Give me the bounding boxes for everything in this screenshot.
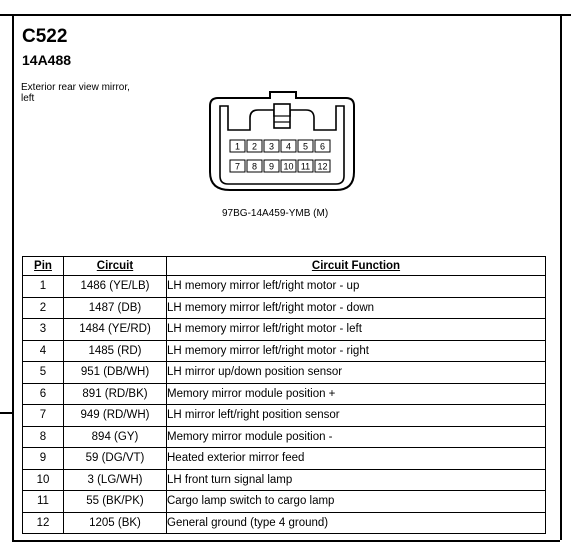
- pin-number-label: 2: [251, 141, 258, 152]
- table-row: [23, 383, 546, 405]
- table-row: [23, 340, 546, 362]
- pin-number-label: 11: [300, 161, 311, 172]
- circuit-cell: 1205 (BK): [64, 512, 167, 534]
- table-row: [23, 426, 546, 448]
- function-cell: LH front turn signal lamp: [167, 469, 546, 491]
- function-cell: General ground (type 4 ground): [167, 512, 546, 534]
- function-cell: Cargo lamp switch to cargo lamp: [167, 491, 546, 513]
- table-row: [23, 297, 546, 319]
- pin-number-label: 7: [234, 161, 241, 172]
- connector-description: Exterior rear view mirror, left: [21, 82, 130, 104]
- pin-cell: 7: [23, 405, 64, 427]
- circuit-cell: 1484 (YE/RD): [64, 319, 167, 341]
- function-cell: Heated exterior mirror feed: [167, 448, 546, 470]
- header-circuit-function: Circuit Function: [167, 257, 546, 276]
- pin-number-label: 3: [268, 141, 275, 152]
- pin-number-label: 10: [283, 161, 294, 172]
- pin-number-label: 8: [251, 161, 258, 172]
- pin-cell: 9: [23, 448, 64, 470]
- circuit-cell: 1486 (YE/LB): [64, 276, 167, 298]
- pin-cell: 6: [23, 383, 64, 405]
- table-row: [23, 362, 546, 384]
- pin-cell: 10: [23, 469, 64, 491]
- function-cell: LH memory mirror left/right motor - left: [167, 319, 546, 341]
- pin-cell: 12: [23, 512, 64, 534]
- function-cell: Memory mirror module position +: [167, 383, 546, 405]
- function-cell: LH memory mirror left/right motor - right: [167, 340, 546, 362]
- table-header-row: [23, 257, 546, 276]
- bottom-rule: [12, 540, 560, 542]
- connector-id: C522: [22, 26, 68, 47]
- circuit-cell: 1485 (RD): [64, 340, 167, 362]
- pin-row-bottom: [230, 160, 330, 172]
- pin-number-label: 1: [234, 141, 241, 152]
- table-row: [23, 491, 546, 513]
- connector-diagram: [208, 90, 356, 202]
- table-row: [23, 276, 546, 298]
- function-cell: Memory mirror module position -: [167, 426, 546, 448]
- function-cell: LH mirror left/right position sensor: [167, 405, 546, 427]
- pin-cell: 8: [23, 426, 64, 448]
- circuit-cell: 891 (RD/BK): [64, 383, 167, 405]
- table-row: [23, 512, 546, 534]
- table-row: [23, 405, 546, 427]
- circuit-cell: 3 (LG/WH): [64, 469, 167, 491]
- circuit-cell: 55 (BK/PK): [64, 491, 167, 513]
- left-tick-mark: [0, 412, 12, 414]
- circuit-cell: 59 (DG/VT): [64, 448, 167, 470]
- part-number: 14A488: [22, 52, 72, 68]
- pin-cell: 1: [23, 276, 64, 298]
- function-cell: LH mirror up/down position sensor: [167, 362, 546, 384]
- pin-row-top: [230, 140, 330, 152]
- pin-cell: 4: [23, 340, 64, 362]
- circuit-cell: 951 (DB/WH): [64, 362, 167, 384]
- pin-number-label: 4: [285, 141, 292, 152]
- table-row: [23, 319, 546, 341]
- pin-number-label: 6: [319, 141, 326, 152]
- pin-cell: 11: [23, 491, 64, 513]
- pin-cell: 5: [23, 362, 64, 384]
- circuit-cell: 1487 (DB): [64, 297, 167, 319]
- pin-number-label: 9: [268, 161, 275, 172]
- header-pin: Pin: [23, 257, 64, 276]
- function-cell: LH memory mirror left/right motor - down: [167, 297, 546, 319]
- pin-cell: 2: [23, 297, 64, 319]
- table-row: [23, 448, 546, 470]
- table-row: [23, 469, 546, 491]
- pin-table: [22, 256, 546, 534]
- circuit-cell: 894 (GY): [64, 426, 167, 448]
- function-cell: LH memory mirror left/right motor - up: [167, 276, 546, 298]
- circuit-cell: 949 (RD/WH): [64, 405, 167, 427]
- connector-part-label: 97BG-14A459-YMB (M): [222, 208, 329, 219]
- pin-number-label: 12: [317, 161, 328, 172]
- pin-cell: 3: [23, 319, 64, 341]
- pin-number-label: 5: [302, 141, 309, 152]
- header-circuit: Circuit: [64, 257, 167, 276]
